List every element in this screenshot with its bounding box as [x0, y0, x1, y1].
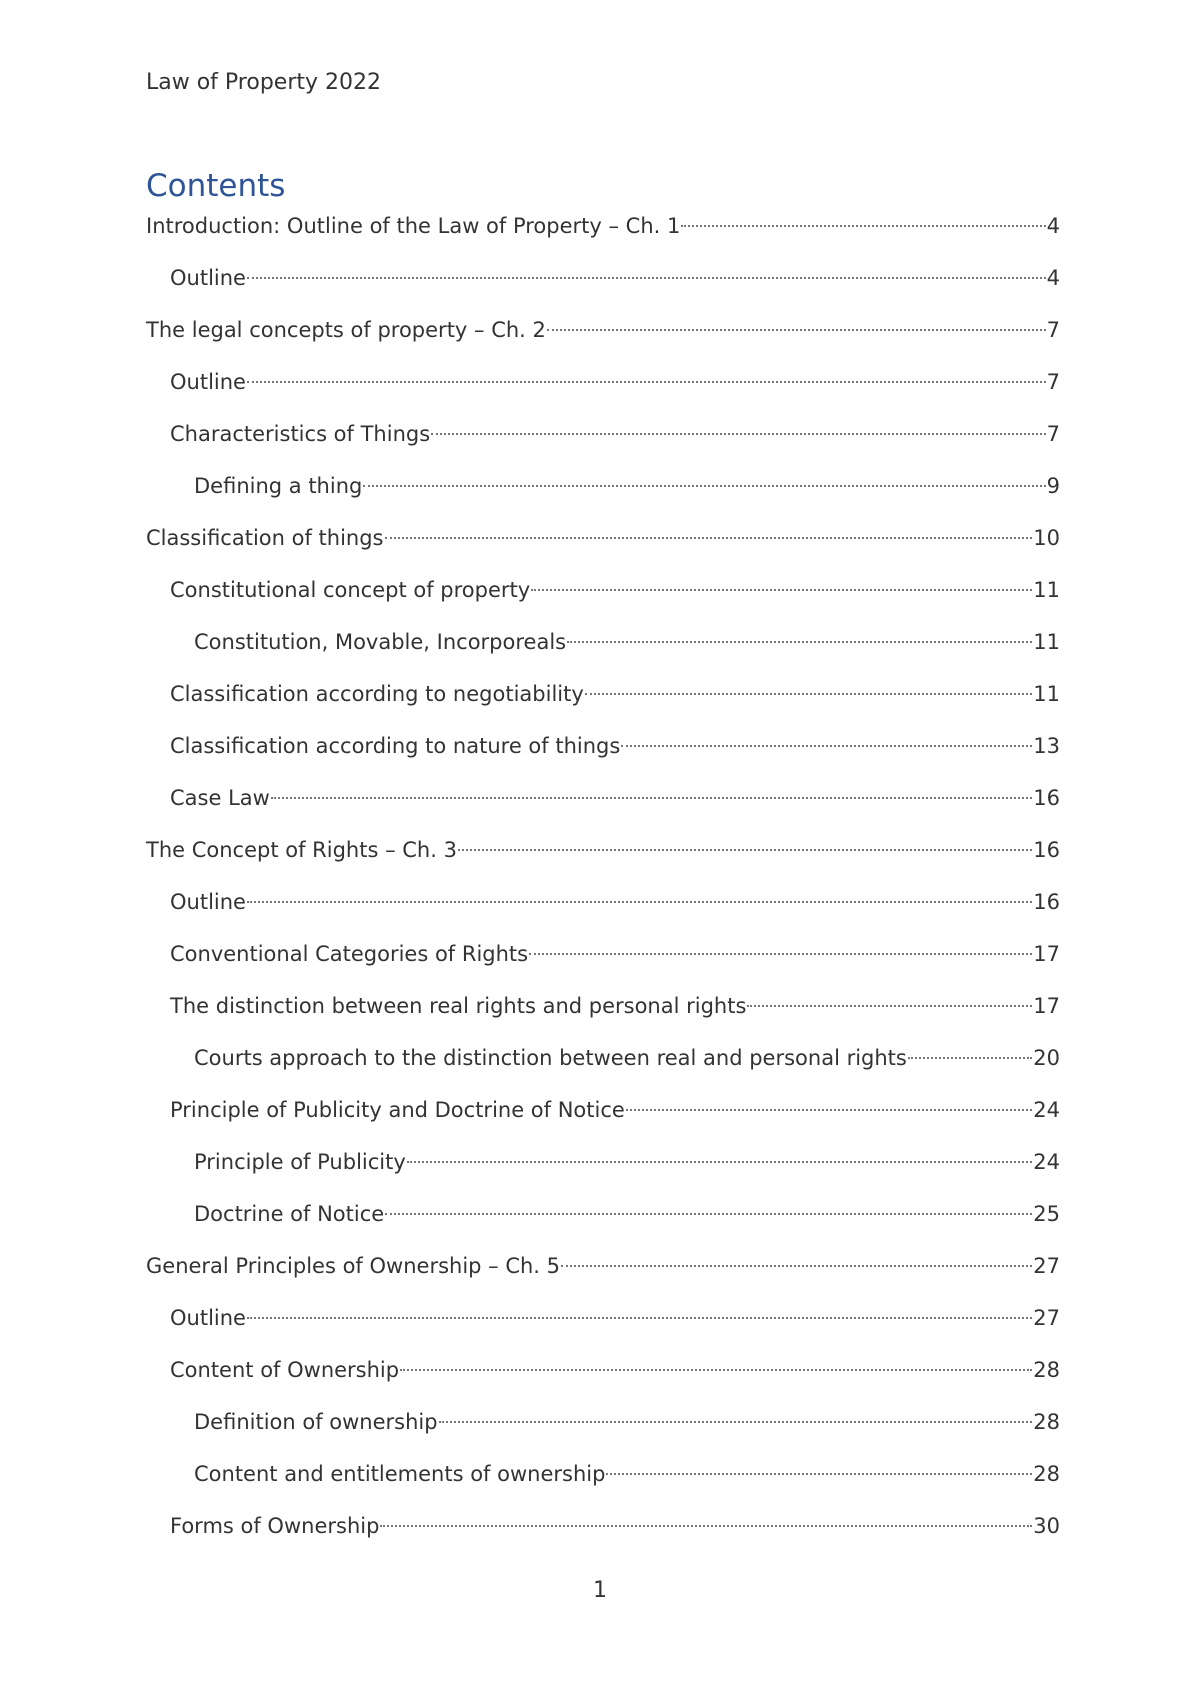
toc-entry-page[interactable]: 28	[1033, 1358, 1060, 1382]
page-number: 1	[593, 1578, 607, 1603]
dot-leader	[400, 1369, 1032, 1371]
toc-entry[interactable]	[146, 1350, 1060, 1402]
toc-entry-title[interactable]: Classification according to negotiability	[170, 682, 584, 706]
toc-entry[interactable]	[146, 726, 1060, 778]
toc-entry-page[interactable]: 9	[1046, 474, 1060, 498]
toc-entry[interactable]	[146, 1142, 1060, 1194]
dot-leader	[247, 1317, 1032, 1319]
toc-entry-title[interactable]: Constitution, Movable, Incorporeals	[194, 630, 567, 654]
dot-leader	[363, 485, 1045, 487]
dot-leader	[247, 901, 1032, 903]
toc-entry-title[interactable]: The distinction between real rights and personal rights	[170, 994, 747, 1018]
toc-entry-page[interactable]: 11	[1033, 682, 1060, 706]
toc-entry-title[interactable]: Constitutional concept of property	[170, 578, 531, 602]
table-of-contents	[146, 206, 1060, 1558]
dot-leader	[681, 225, 1045, 227]
toc-entry-title[interactable]: Characteristics of Things	[170, 422, 431, 446]
toc-entry-page[interactable]: 7	[1046, 318, 1060, 342]
toc-entry[interactable]	[146, 830, 1060, 882]
toc-entry-title[interactable]: Principle of Publicity	[194, 1150, 406, 1174]
dot-leader	[247, 277, 1046, 279]
dot-leader	[606, 1473, 1032, 1475]
dot-leader	[458, 849, 1032, 851]
toc-entry-title[interactable]: Introduction: Outline of the Law of Property – Ch. 1	[146, 214, 681, 238]
toc-entry-title[interactable]: Principle of Publicity and Doctrine of Notice	[170, 1098, 625, 1122]
toc-entry[interactable]	[146, 362, 1060, 414]
toc-entry[interactable]	[146, 622, 1060, 674]
toc-entry-page[interactable]: 16	[1033, 786, 1060, 810]
toc-entry-page[interactable]: 20	[1033, 1046, 1060, 1070]
running-header: Law of Property 2022	[146, 70, 381, 95]
toc-heading: Contents	[146, 168, 286, 204]
toc-entry-title[interactable]: The legal concepts of property – Ch. 2	[146, 318, 546, 342]
toc-entry-page[interactable]: 10	[1033, 526, 1060, 550]
dot-leader	[531, 589, 1032, 591]
toc-entry-title[interactable]: Content of Ownership	[170, 1358, 400, 1382]
toc-entry[interactable]	[146, 310, 1060, 362]
toc-entry-title[interactable]: Courts approach to the distinction between real and personal rights	[194, 1046, 907, 1070]
dot-leader	[747, 1005, 1032, 1007]
dot-leader	[385, 537, 1033, 539]
toc-entry-title[interactable]: Outline	[170, 370, 246, 394]
toc-entry[interactable]	[146, 1038, 1060, 1090]
dot-leader	[621, 745, 1032, 747]
toc-entry[interactable]	[146, 778, 1060, 830]
toc-entry-page[interactable]: 13	[1033, 734, 1060, 758]
dot-leader	[271, 797, 1032, 799]
toc-entry[interactable]	[146, 1090, 1060, 1142]
dot-leader	[385, 1213, 1032, 1215]
toc-entry-title[interactable]: Outline	[170, 890, 246, 914]
toc-entry-page[interactable]: 27	[1033, 1306, 1060, 1330]
dot-leader	[567, 641, 1032, 643]
toc-entry-page[interactable]: 17	[1033, 942, 1060, 966]
toc-entry-page[interactable]: 4	[1046, 266, 1060, 290]
toc-entry[interactable]	[146, 1246, 1060, 1298]
toc-entry-title[interactable]: Conventional Categories of Rights	[170, 942, 529, 966]
toc-entry-title[interactable]: Defining a thing	[194, 474, 363, 498]
dot-leader	[626, 1109, 1032, 1111]
toc-entry[interactable]	[146, 570, 1060, 622]
toc-entry[interactable]	[146, 674, 1060, 726]
toc-entry-page[interactable]: 7	[1046, 422, 1060, 446]
toc-entry-title[interactable]: Content and entitlements of ownership	[194, 1462, 606, 1486]
dot-leader	[380, 1525, 1032, 1527]
toc-entry[interactable]	[146, 1298, 1060, 1350]
dot-leader	[431, 433, 1045, 435]
toc-entry-title[interactable]: Forms of Ownership	[170, 1514, 380, 1538]
toc-entry-title[interactable]: Case Law	[170, 786, 270, 810]
dot-leader	[561, 1265, 1032, 1267]
toc-entry-title[interactable]: Doctrine of Notice	[194, 1202, 385, 1226]
dot-leader	[908, 1057, 1032, 1059]
toc-entry-title[interactable]: Classification according to nature of things	[170, 734, 621, 758]
toc-entry-page[interactable]: 28	[1033, 1410, 1060, 1434]
toc-entry-title[interactable]: Definition of ownership	[194, 1410, 438, 1434]
toc-entry[interactable]	[146, 414, 1060, 466]
toc-entry-page[interactable]: 25	[1033, 1202, 1060, 1226]
toc-entry-page[interactable]: 24	[1033, 1098, 1060, 1122]
toc-entry-page[interactable]: 11	[1033, 578, 1060, 602]
toc-entry[interactable]	[146, 518, 1060, 570]
toc-entry-page[interactable]: 24	[1033, 1150, 1060, 1174]
toc-entry-page[interactable]: 11	[1033, 630, 1060, 654]
dot-leader	[439, 1421, 1033, 1423]
toc-entry-page[interactable]: 16	[1033, 890, 1060, 914]
toc-entry-page[interactable]: 4	[1046, 214, 1060, 238]
toc-entry-page[interactable]: 16	[1033, 838, 1060, 862]
toc-entry[interactable]	[146, 206, 1060, 258]
toc-entry-page[interactable]: 27	[1033, 1254, 1060, 1278]
toc-entry-title[interactable]: The Concept of Rights – Ch. 3	[146, 838, 457, 862]
toc-entry-page[interactable]: 7	[1046, 370, 1060, 394]
dot-leader	[529, 953, 1032, 955]
toc-entry-page[interactable]: 30	[1033, 1514, 1060, 1538]
toc-entry[interactable]	[146, 1194, 1060, 1246]
dot-leader	[247, 381, 1046, 383]
toc-entry[interactable]	[146, 1402, 1060, 1454]
toc-entry-page[interactable]: 28	[1033, 1462, 1060, 1486]
toc-entry[interactable]	[146, 1506, 1060, 1558]
toc-entry[interactable]	[146, 934, 1060, 986]
toc-entry-title[interactable]: Outline	[170, 1306, 246, 1330]
toc-entry[interactable]	[146, 986, 1060, 1038]
toc-entry-title[interactable]: Classification of things	[146, 526, 384, 550]
toc-entry[interactable]	[146, 466, 1060, 518]
toc-entry[interactable]	[146, 258, 1060, 310]
dot-leader	[407, 1161, 1032, 1163]
toc-entry-page[interactable]: 17	[1033, 994, 1060, 1018]
toc-entry[interactable]	[146, 1454, 1060, 1506]
toc-entry-title[interactable]: Outline	[170, 266, 246, 290]
dot-leader	[547, 329, 1046, 331]
toc-entry[interactable]	[146, 882, 1060, 934]
dot-leader	[585, 693, 1032, 695]
toc-entry-title[interactable]: General Principles of Ownership – Ch. 5	[146, 1254, 561, 1278]
